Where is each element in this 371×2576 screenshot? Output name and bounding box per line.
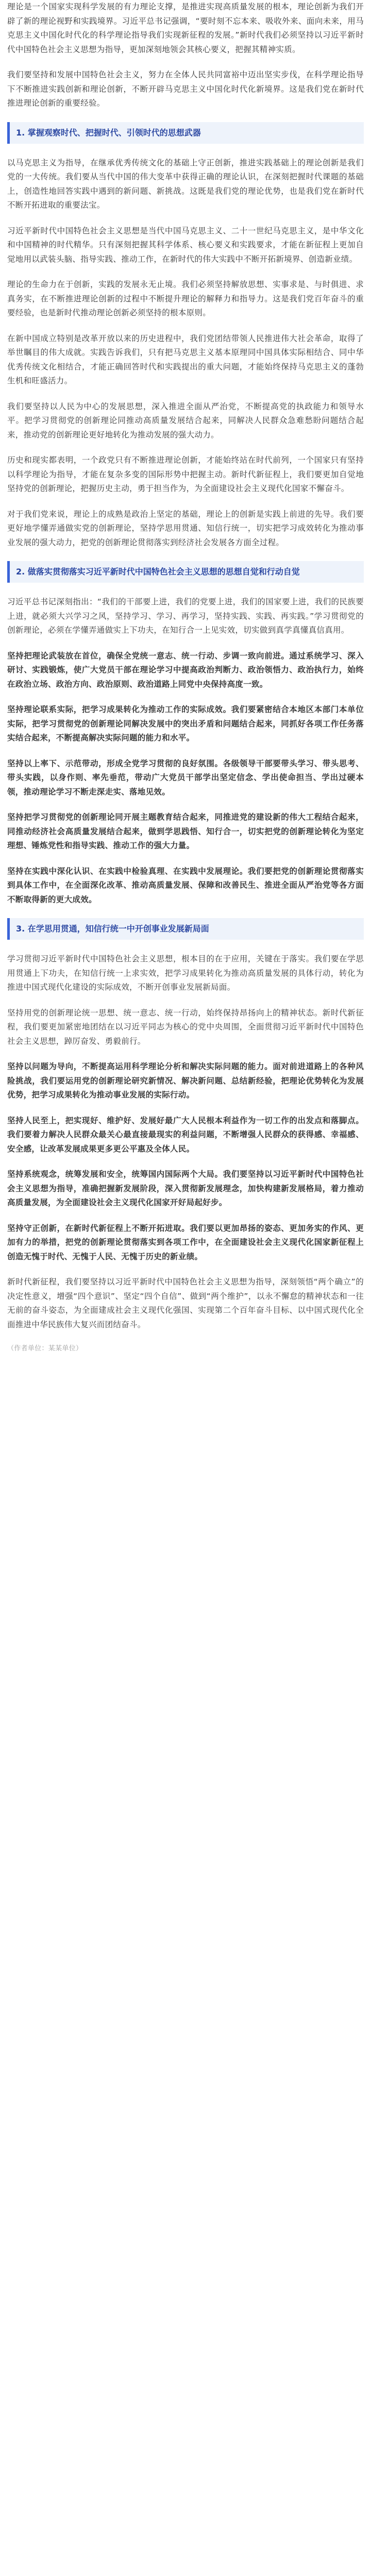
paragraph: 新时代新征程，我们要坚持以习近平新时代中国特色社会主义思想为指导，深刻领悟“两个确立”的决定性意义，增强“四个意识”、坚定“四个自信”、做到“两个维护”，以永不懈怠的精神状态和一往无前的奋斗姿态，为全面建成社会主义现代化强国、实现第二个百年奋斗目标、以中国式现代化全面推进中华民族伟大复兴而团结奋斗。 <box>7 1277 364 1329</box>
paragraph: 学习贯彻习近平新时代中国特色社会主义思想，根本目的在于应用，关键在于落实。我们要在学思用贯通上下功夫，在知信行统一上求实效，把学习成果转化为推动高质量发展的具体行动，转化为推进中国式现代化建设的实际成效，不断开创事业发展新局面。 <box>7 954 364 992</box>
section-body <box>7 952 364 1264</box>
section-heading: 1. 掌握观察时代、把握时代、引领时代的思想武器 <box>7 122 364 144</box>
paragraph: 我们要坚持和发展中国特色社会主义，努力在全体人民共同富裕中迈出坚实步伐，在科学理论指导下不断推进实践创新和理论创新，不断开辟马克思主义中国化时代化新境界。这是我们党在新时代推进理论创新的重要经验。 <box>7 70 364 108</box>
section-body <box>7 156 364 550</box>
paragraph: 理论是一个国家实现科学发展的有力理论支撑，是推进实现高质量发展的根本，理论创新为我们开辟了新的理论视野和实践境界。习近平总书记强调，“要时刻不忘本来、吸收外来、面向未来，用马克思主义中国化时代化的科学理论指导我们实现新征程的发展。”新时代我们必须坚持以习近平新时代中国特色社会主义思想为指导，更加深刻地领会其核心要义，把握其精神实质。 <box>7 2 364 54</box>
paragraph: 历史和现实都表明，一个政党只有不断推进理论创新，才能始终站在时代前列，一个国家只有坚持以科学理论为指导，才能在复杂多变的国际形势中把握主动。新时代新征程上，我们要更加自觉地坚持党的创新理论，把握历史主动，勇于担当作为，为全面建设社会主义现代化国家不懈奋斗。 <box>7 455 364 493</box>
intro <box>7 0 364 111</box>
paragraph: 坚持以上率下、示范带动，形成全党学习贯彻的良好氛围。各级领导干部要带头学习、带头思考、带头实践，以身作则、率先垂范，带动广大党员干部学出坚定信念、学出使命担当、学出过硬本领，推动理论学习不断走深走实、落地见效。 <box>7 758 364 796</box>
paragraph: 坚持把学习贯彻党的创新理论同开展主题教育结合起来，同推进党的建设新的伟大工程结合起来，同推动经济社会高质量发展结合起来，做到学思践悟、知行合一，切实把党的创新理论转化为坚定理想、锤炼党性和指导实践、推动工作的强大力量。 <box>7 812 364 850</box>
section-body <box>7 595 364 907</box>
paragraph: 坚持人民至上，把实现好、维护好、发展好最广大人民根本利益作为一切工作的出发点和落脚点。我们要着力解决人民群众最关心最直接最现实的利益问题，不断增强人民群众的获得感、幸福感、安全感，让改革发展成果更多更公平惠及全体人民。 <box>7 1115 364 1154</box>
section-heading: 3. 在学思用贯通，知信行统一中开创事业发展新局面 <box>7 918 364 940</box>
paragraph: 对于我们党来说，理论上的成熟是政治上坚定的基础，理论上的创新是实践上前进的先导。我们要更好地学懂弄通做实党的创新理论，坚持学思用贯通、知信行统一，切实把学习成效转化为推动事业发展的强大动力，把党的创新理论贯彻落实到经济社会发展各方面全过程。 <box>7 509 364 547</box>
closing <box>7 1275 364 1354</box>
paragraph: 坚持把理论武装放在首位，确保全党统一意志、统一行动、步调一致向前进。通过系统学习、深入研讨、实践锻炼，使广大党员干部在理论学习中提高政治判断力、政治领悟力、政治执行力，始终在政治立场、政治方向、政治原则、政治道路上同党中央保持高度一致。 <box>7 651 364 689</box>
paragraph: 坚持以问题为导向，不断提高运用科学理论分析和解决实际问题的能力。面对前进道路上的各种风险挑战，我们要运用党的创新理论研究新情况、解决新问题、总结新经验，把理论优势转化为发展优势，把学习成果转化为推动事业发展的实际行动。 <box>7 1062 364 1099</box>
paragraph: 理论的生命力在于创新，实践的发展永无止境。我们必须坚持解放思想、实事求是、与时俱进、求真务实，在不断推进理论创新的过程中不断提升理论的解释力和指导力。这是我们党百年奋斗的重要经验，也是新时代推动理论创新必须坚持的根本原则。 <box>7 280 364 317</box>
paragraph: 坚持系统观念，统筹发展和安全，统筹国内国际两个大局。我们要坚持以习近平新时代中国特色社会主义思想为指导，准确把握新发展阶段，深入贯彻新发展理念，加快构建新发展格局，着力推动高质量发展，为全面建设社会主义现代化国家开好局起好步。 <box>7 1170 364 1207</box>
paragraph: 我们要坚持以人民为中心的发展思想，深入推进全面从严治党，不断提高党的执政能力和领导水平。把学习贯彻党的创新理论同推动高质量发展结合起来，同解决人民群众急难愁盼问题结合起来，推动党的创新理论更好地转化为推动发展的强大动力。 <box>7 401 364 439</box>
paragraph: 习近平总书记深刻指出：“我们的干部要上进，我们的党要上进，我们的国家要上进，我们的民族要上进，就必须大兴学习之风，坚持学习、学习、再学习，坚持实践、实践、再实践。”学习贯彻党的创新理论，必须在学懂弄通做实上下功夫，在知行合一上见实效，切实做到真学真懂真信真用。 <box>7 597 364 635</box>
paragraph: 习近平新时代中国特色社会主义思想是当代中国马克思主义、二十一世纪马克思主义，是中华文化和中国精神的时代精华。只有深刻把握其科学体系、核心要义和实践要求，才能在新征程上更加自觉地用以武装头脑、指导实践、推动工作，在新时代的伟大实践中不断开拓新境界、创造新业绩。 <box>7 226 364 264</box>
paragraph: 坚持守正创新，在新时代新征程上不断开拓进取。我们要以更加昂扬的姿态、更加务实的作风、更加有力的举措，把党的创新理论贯彻落实到各项工作中，在全面建设社会主义现代化国家新征程上创造无愧于时代、无愧于人民、无愧于历史的新业绩。 <box>7 1223 364 1261</box>
paragraph: 坚持理论联系实际，把学习成果转化为推动工作的实际成效。我们要紧密结合本地区本部门本单位实际，把学习贯彻党的创新理论同解决发展中的突出矛盾和问题结合起来，同抓好各项工作任务落实结合起来，不断提高解决实际问题的能力和水平。 <box>7 705 364 742</box>
source-note: （作者单位：某某单位） <box>7 1345 83 1352</box>
paragraph: 坚持在实践中深化认识、在实践中检验真理、在实践中发展理论。我们要把党的创新理论贯彻落实到具体工作中，在全面深化改革、推动高质量发展、保障和改善民生、推进全面从严治党等各方面不断取得新的更大成效。 <box>7 866 364 904</box>
paragraph: 以马克思主义为指导，在继承优秀传统文化的基础上守正创新，推进实践基础上的理论创新是我们党的一大传统。我们要从当代中国的伟大变革中获得正确的理论认识，在深刻把握时代课题的基础上，创造性地回答实践中遇到的新问题、新挑战。这既是我们党的理论优势，也是我们党在新时代不断开拓进取的重要法宝。 <box>7 158 364 210</box>
paragraph: 坚持用党的创新理论统一思想、统一意志、统一行动，始终保持昂扬向上的精神状态。新时代新征程，我们要更加紧密地团结在以习近平同志为核心的党中央周围，全面贯彻习近平新时代中国特色社会主义思想，踔厉奋发、勇毅前行。 <box>7 1008 364 1046</box>
paragraph: 在新中国成立特别是改革开放以来的历史进程中，我们党团结带领人民推进伟大社会革命，取得了举世瞩目的伟大成就。实践告诉我们，只有把马克思主义基本原理同中国具体实际相结合、同中华优秀传统文化相结合，才能正确回答时代和实践提出的重大问题，才能始终保持马克思主义的蓬勃生机和旺盛活力。 <box>7 333 364 385</box>
section-heading: 2. 做落实贯彻落实习近平新时代中国特色社会主义思想的思想自觉和行动自觉 <box>7 561 364 583</box>
